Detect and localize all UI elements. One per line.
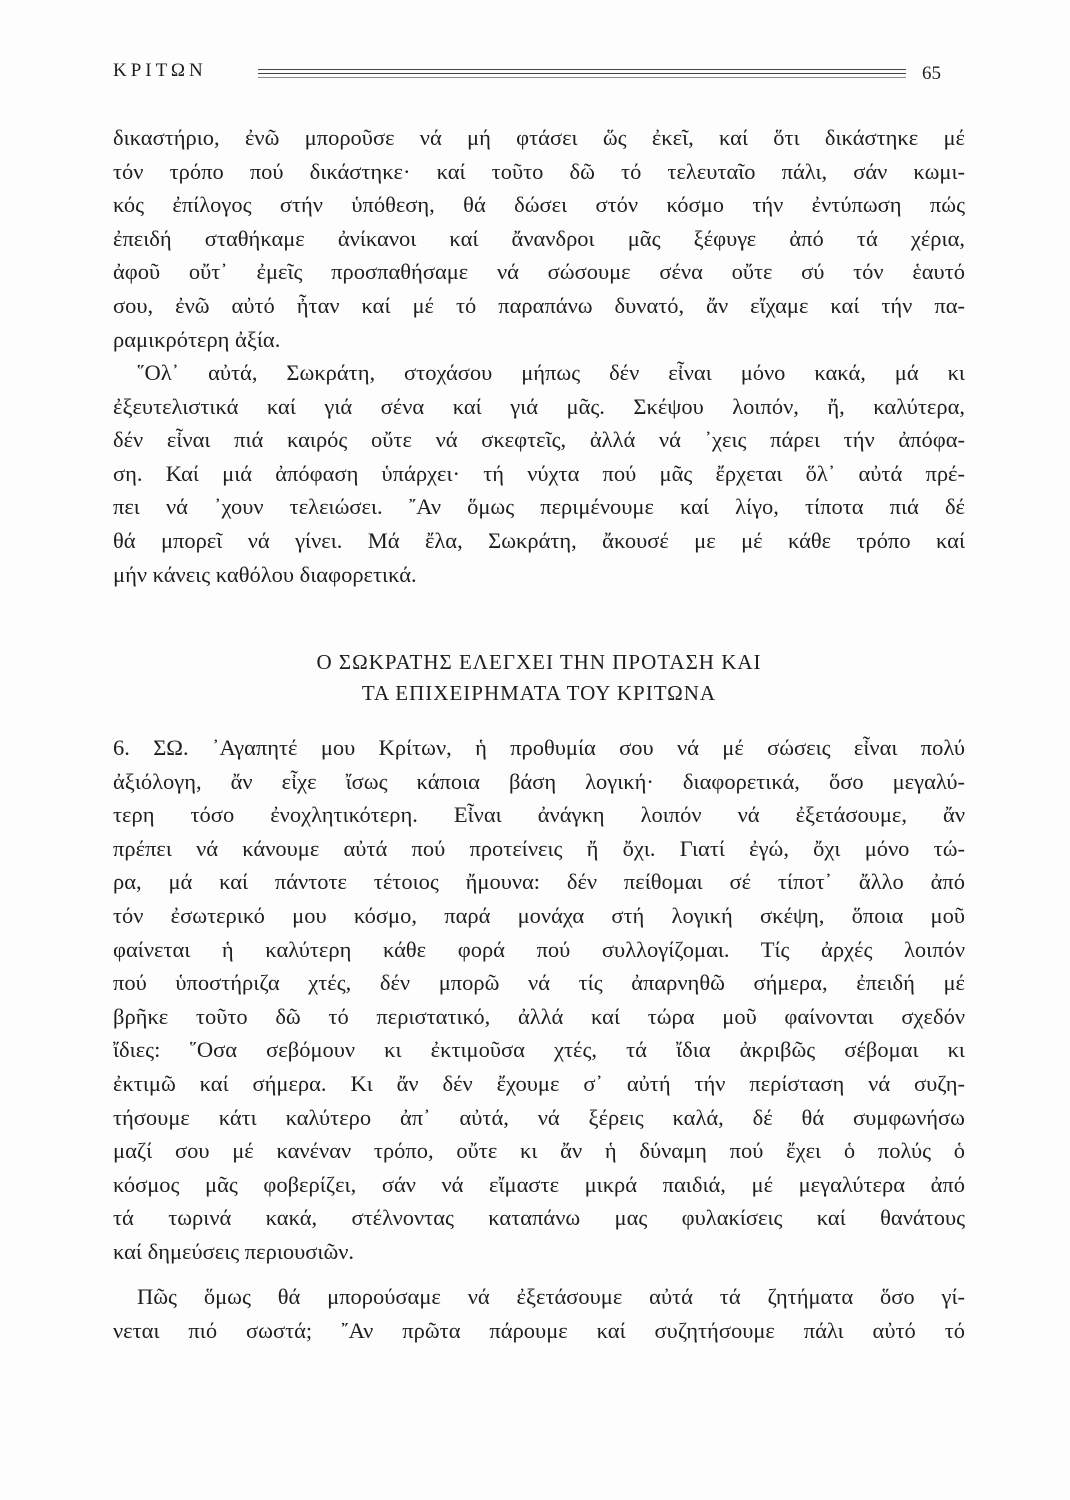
text-line: θά μπορεῖ νά γίνει. Μά ἔλα, Σωκράτη, ἄκουσέ με μέ κάθε τρόπο καί xyxy=(113,527,965,553)
text-line: ση. Καί μιά ἀπόφαση ὑπάρχει· τή νύχτα πού μᾶς ἔρχεται ὅλ᾽ αὐτά πρέ- xyxy=(113,460,965,486)
paragraph xyxy=(113,356,965,591)
text-line: σου, ἐνῶ αὐτό ἦταν καί μέ τό παραπάνω δυνατό, ἄν εἴχαμε καί τήν πα- xyxy=(113,292,965,318)
paragraph xyxy=(113,1280,965,1347)
text-line: φαίνεται ἡ καλύτερη κάθε φορά πού συλλογίζομαι. Τίς ἀρχές λοιπόν xyxy=(113,936,965,962)
section-heading-line: ΤΑ ΕΠΙΧΕΙΡΗΜΑΤΑ ΤΟΥ ΚΡΙΤΩΝΑ xyxy=(361,681,717,705)
text-line: κόσμος μᾶς φοβερίζει, σάν νά εἴμαστε μικρά παιδιά, μέ μεγαλύτερα ἀπό xyxy=(113,1171,965,1197)
section-heading-line: Ο ΣΩΚΡΑΤΗΣ ΕΛΕΓΧΕΙ ΤΗΝ ΠΡΟΤΑΣΗ ΚΑΙ xyxy=(316,650,762,674)
text-line: Πῶς ὅμως θά μπορούσαμε νά ἐξετάσουμε αὐτά τά ζητήματα ὅσο γί- xyxy=(137,1284,965,1309)
text-line: μήν κάνεις καθόλου διαφορετικά. xyxy=(113,561,417,587)
text-line: ἀφοῦ οὔτ᾽ ἐμεῖς προσπαθήσαμε νά σώσουμε σένα οὔτε σύ τόν ἑαυτό xyxy=(113,259,965,285)
text-line: ῞Ολ᾽ αὐτά, Σωκράτη, στοχάσου μήπως δέν εἶναι μόνο κακά, μά κι xyxy=(137,360,965,385)
text-line: ἐξευτελιστικά καί γιά σένα καί γιά μᾶς. Σκέψου λοιπόν, ἤ, καλύτερα, xyxy=(113,393,965,419)
running-title: ΚΡΙΤΩΝ xyxy=(113,60,207,81)
text-line: κός ἐπίλογος στήν ὑπόθεση, θά δώσει στόν κόσμο τήν ἐντύπωση πώς xyxy=(113,192,965,218)
text-line: τερη τόσο ἐνοχλητικότερη. Εἶναι ἀνάγκη λοιπόν νά ἐξετάσουμε, ἄν xyxy=(113,802,965,828)
text-line: πού ὑποστήριζα χτές, δέν μπορῶ νά τίς ἀπαρνηθῶ σήμερα, ἐπειδή μέ xyxy=(113,970,965,996)
text-line: βρῆκε τοῦτο δῶ τό περιστατικό, ἀλλά καί τώρα μοῦ φαίνονται σχεδόν xyxy=(113,1003,965,1029)
text-line: 6. ΣΩ. ᾽Αγαπητέ μου Κρίτων, ἡ προθυμία σου νά μέ σώσεις εἶναι πολύ xyxy=(113,735,965,760)
text-line: τήσουμε κάτι καλύτερο ἀπ᾽ αὐτά, νά ξέρεις καλά, δέ θά συμφωνήσω xyxy=(113,1104,965,1130)
text-line: ἐπειδή σταθήκαμε ἀνίκανοι καί ἄνανδροι μᾶς ξέφυγε ἀπό τά χέρια, xyxy=(113,225,965,251)
text-line: πρέπει νά κάνουμε αὐτά πού προτείνεις ἤ ὄχι. Γιατί ἐγώ, ὄχι μόνο τώ- xyxy=(113,835,965,861)
text-line: ἴδιες: ῞Οσα σεβόμουν κι ἐκτιμοῦσα χτές, τά ἴδια ἀκριβῶς σέβομαι κι xyxy=(113,1037,965,1063)
section-heading xyxy=(113,647,965,709)
text-line: πει νά ᾽χουν τελειώσει. ῎Αν ὅμως περιμένουμε καί λίγο, τίποτα πιά δέ xyxy=(113,494,965,520)
text-line: ραμικρότερη ἀξία. xyxy=(113,326,281,352)
text-line: ἐκτιμῶ καί σήμερα. Κι ἄν δέν ἔχουμε σ᾽ αὐτή τήν περίσταση νά συζη- xyxy=(113,1070,965,1096)
text-line: μαζί σου μέ κανέναν τρόπο, οὔτε κι ἄν ἡ δύναμη πού ἔχει ὁ πολύς ὁ xyxy=(113,1138,965,1164)
text-line: δέν εἶναι πιά καιρός οὔτε νά σκεφτεῖς, ἀλλά νά ᾽χεις πάρει τήν ἀπόφα- xyxy=(113,427,965,453)
text-line: τόν ἐσωτερικό μου κόσμο, παρά μονάχα στή λογική σκέψη, ὅποια μοῦ xyxy=(113,902,965,928)
text-line: τά τωρινά κακά, στέλνοντας καταπάνω μας φυλακίσεις καί θανάτους xyxy=(113,1205,965,1231)
paragraph xyxy=(113,121,965,356)
page-number: 65 xyxy=(922,63,941,84)
paragraph xyxy=(113,731,965,1269)
text-line: ἀξιόλογη, ἄν εἶχε ἴσως κάποια βάση λογική· διαφορετικά, ὅσο μεγαλύ- xyxy=(113,768,965,794)
text-line: τόν τρόπο πού δικάστηκε· καί τοῦτο δῶ τό τελευταῖο πάλι, σάν κωμι- xyxy=(113,158,965,184)
text-line: καί δημεύσεις περιουσιῶν. xyxy=(113,1238,355,1264)
text-line: δικαστήριο, ἐνῶ μποροῦσε νά μή φτάσει ὥς ἐκεῖ, καί ὅτι δικάστηκε μέ xyxy=(113,125,965,150)
text-line: νεται πιό σωστά; ῎Αν πρῶτα πάρουμε καί συζητήσουμε πάλι αὐτό τό xyxy=(113,1317,965,1343)
text-line: ρα, μά καί πάντοτε τέτοιος ἤμουνα: δέν πείθομαι σέ τίποτ᾽ ἄλλο ἀπό xyxy=(113,869,965,895)
